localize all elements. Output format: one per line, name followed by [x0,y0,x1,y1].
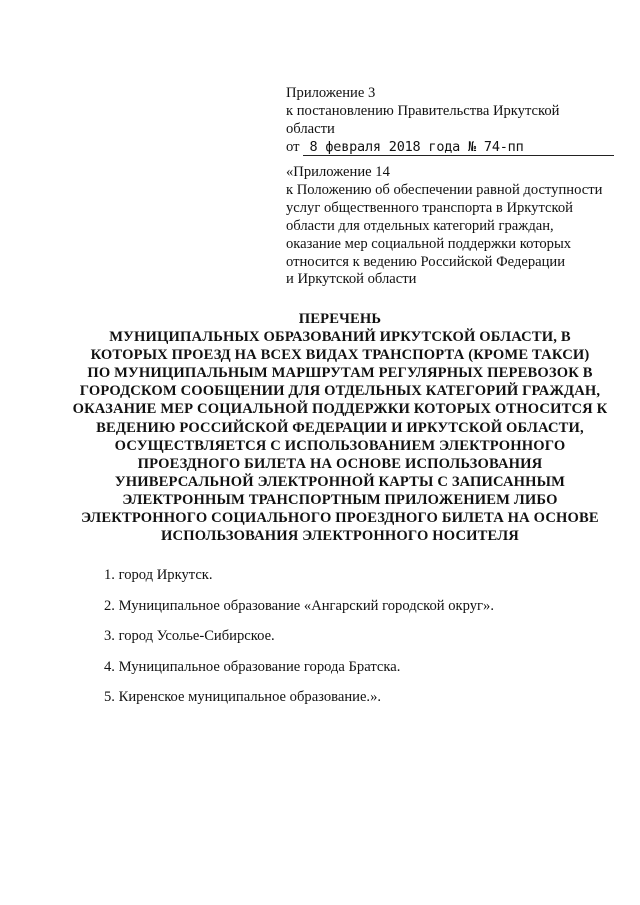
appendix-14-line: «Приложение 14 [286,164,390,180]
title-line: ВЕДЕНИЮ РОССИЙСКОЙ ФЕДЕРАЦИИ И ИРКУТСКОЙ ОБЛАСТИ, [96,419,584,436]
list-item: 4. Муниципальное образование города Братска. [104,658,401,675]
appendix-14-line: и Иркутской области [286,271,417,288]
appendix-14-line: области для отдельных категорий граждан, [286,217,554,234]
appendix-3-header [286,84,626,156]
list-item: 1. город Иркутск. [104,567,213,583]
title-line: УНИВЕРСАЛЬНОЙ ЭЛЕКТРОННОЙ КАРТЫ С ЗАПИСАННЫМ [114,473,566,490]
appendix-14-header [286,164,626,289]
title-line: ЭЛЕКТРОННЫМ ТРАНСПОРТНЫМ ПРИЛОЖЕНИЕМ ЛИБО [122,491,558,508]
appendix-14-line: услуг общественного транспорта в Иркутской [286,199,573,216]
resolution-date-number: 8 февраля 2018 года № 74-пп [303,139,614,156]
appendix-3-region-line: области [286,121,335,137]
appendix-14-line: к Положению об обеспечении равной доступности [286,181,603,198]
title-line: ИСПОЛЬЗОВАНИЯ ЭЛЕКТРОННОГО НОСИТЕЛЯ [161,528,519,545]
list-item: 3. город Усолье-Сибирское. [104,628,275,644]
list-item: 5. Киренское муниципальное образование.». [104,689,382,705]
title-line: ОСУЩЕСТВЛЯЕТСЯ С ИСПОЛЬЗОВАНИЕМ ЭЛЕКТРОННОГО [114,437,566,454]
date-prefix: от [286,139,300,155]
appendix-14-line: относится к ведению Российской Федерации [286,253,566,270]
title-line: ПЕРЕЧЕНЬ [298,311,382,327]
appendix-3-resolution-line: к постановлению Правительства Иркутской [286,103,560,119]
municipality-list [104,566,624,719]
appendix-14-line: оказание мер социальной поддержки которых [286,235,572,252]
title-line: ЭЛЕКТРОННОГО СОЦИАЛЬНОГО ПРОЕЗДНОГО БИЛЕТА НА ОСНОВЕ [81,510,599,527]
title-line: ПРОЕЗДНОГО БИЛЕТА НА ОСНОВЕ ИСПОЛЬЗОВАНИЯ [137,455,543,472]
list-item: 2. Муниципальное образование «Ангарский городской округ». [104,597,494,614]
title-line: ПО МУНИЦИПАЛЬНЫМ МАРШРУТАМ РЕГУЛЯРНЫХ ПЕРЕВОЗОК В [87,365,593,382]
appendix-3-title: Приложение 3 [286,85,376,101]
title-line: ОКАЗАНИЕ МЕР СОЦИАЛЬНОЙ ПОДДЕРЖКИ КОТОРЫХ ОТНОСИТСЯ К [72,401,608,418]
title-line: КОТОРЫХ ПРОЕЗД НА ВСЕХ ВИДАХ ТРАНСПОРТА (КРОМЕ ТАКСИ) [90,347,590,364]
document-title [60,310,620,545]
title-line: ГОРОДСКОМ СООБЩЕНИИ ДЛЯ ОТДЕЛЬНЫХ КАТЕГОРИЙ ГРАЖДАН, [79,383,601,400]
title-line: МУНИЦИПАЛЬНЫХ ОБРАЗОВАНИЙ ИРКУТСКОЙ ОБЛАСТИ, В [109,329,571,346]
appendix-3-date-line [286,138,626,156]
